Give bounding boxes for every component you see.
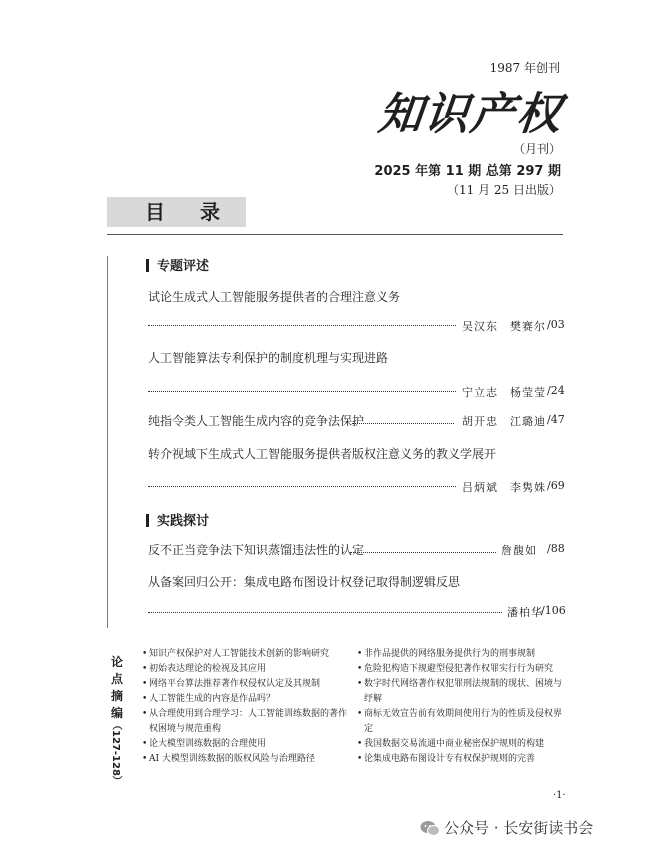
article-title[interactable]: 纯指令类人工智能生成内容的竞争法保护 (148, 414, 365, 428)
frequency-label: （月刊） (512, 142, 561, 156)
digest-pages: （127-128） (110, 720, 121, 786)
dot-leader (148, 612, 502, 613)
digest-item[interactable]: • 论大模型训练数据的合理使用 (142, 737, 352, 752)
journal-title: 知识产权 (375, 89, 566, 140)
watermark-text: 公众号 · 长安街读书会 (444, 819, 594, 837)
wechat-icon (420, 820, 440, 837)
article-authors: 宁立志 杨莹莹 (462, 386, 546, 399)
watermark (420, 817, 593, 838)
digest-item[interactable]: • 知识产权保护对人工智能技术创新的影响研究 (142, 647, 352, 662)
digest-item[interactable]: • 商标无效宣告前有效期间使用行为的性质及侵权界定 (357, 707, 565, 737)
page-number: ·1· (553, 790, 566, 801)
article-page: /88 (547, 542, 565, 555)
section-bar (146, 514, 149, 527)
section-heading-text: 专题评述 (157, 259, 210, 274)
digest-right-column (357, 647, 565, 767)
dot-leader (352, 423, 454, 424)
toc-divider (107, 234, 563, 235)
article-page: /47 (547, 413, 565, 426)
founding-year: 1987 年创刊 (489, 61, 560, 75)
digest-item[interactable]: • 人工智能生成的内容是作品吗？ (142, 692, 352, 707)
digest-item[interactable]: • AI 大模型训练数据的版权风险与治理路径 (142, 752, 352, 767)
article-title[interactable]: 转介视域下生成式人工智能服务提供者版权注意义务的教义学展开 (148, 447, 497, 461)
section-heading-text: 实践探讨 (157, 514, 210, 529)
section-heading (146, 255, 209, 274)
article-page: /106 (541, 604, 566, 617)
dot-leader (350, 552, 496, 553)
article-authors: 吴汉东 樊赛尔 (462, 320, 546, 333)
article-title[interactable]: 试论生成式人工智能服务提供者的合理注意义务 (148, 290, 401, 304)
digest-item[interactable]: • 危险犯构造下规避型侵犯著作权罪实行行为研究 (357, 662, 565, 677)
article-page: /69 (547, 479, 565, 492)
digest-item[interactable]: • 非作品提供的网络服务提供行为的刑事规制 (357, 647, 565, 662)
article-page: /24 (547, 384, 565, 397)
section-bar (146, 259, 149, 272)
article-authors: 詹馥如 (501, 544, 537, 557)
dot-leader (148, 486, 456, 487)
toc-heading: 目 录 (107, 197, 246, 227)
digest-item[interactable]: • 我国数据交易流通中商业秘密保护规则的构建 (357, 737, 565, 752)
digest-label: 论点摘编 (110, 655, 123, 720)
toc-side-rule (107, 256, 108, 628)
digest-item[interactable]: • 论集成电路布图设计专有权保护规则的完善 (357, 752, 565, 767)
dot-leader (148, 391, 456, 392)
publication-date: （11 月 25 日出版） (447, 183, 561, 197)
article-title[interactable]: 从备案回归公开：集成电路布图设计权登记取得制逻辑反思 (148, 575, 461, 589)
dot-leader (148, 325, 456, 326)
digest-left-column (142, 647, 352, 767)
issue-number: 2025 年第 11 期 总第 297 期 (374, 164, 561, 179)
digest-item[interactable]: • 初始表达理论的检视及其应用 (142, 662, 352, 677)
digest-item[interactable]: • 从合理使用到合理学习：人工智能训练数据的著作权困境与规范重构 (142, 707, 352, 737)
article-authors: 吕炳斌 李隽姝 (462, 481, 546, 494)
digest-item[interactable]: • 网络平台算法推荐著作权侵权认定及其规制 (142, 677, 352, 692)
article-page: /03 (547, 318, 565, 331)
digest-item[interactable]: • 数字时代网络著作权犯罪刑法规制的现状、困境与纾解 (357, 677, 565, 707)
article-title[interactable]: 反不正当竞争法下知识蒸馏违法性的认定 (148, 543, 365, 557)
section-heading (146, 510, 209, 529)
article-title[interactable]: 人工智能算法专利保护的制度机理与实现进路 (148, 351, 389, 365)
article-authors: 胡开忠 江璐迪 (462, 415, 546, 428)
article-authors: 潘柏华 (507, 606, 543, 619)
